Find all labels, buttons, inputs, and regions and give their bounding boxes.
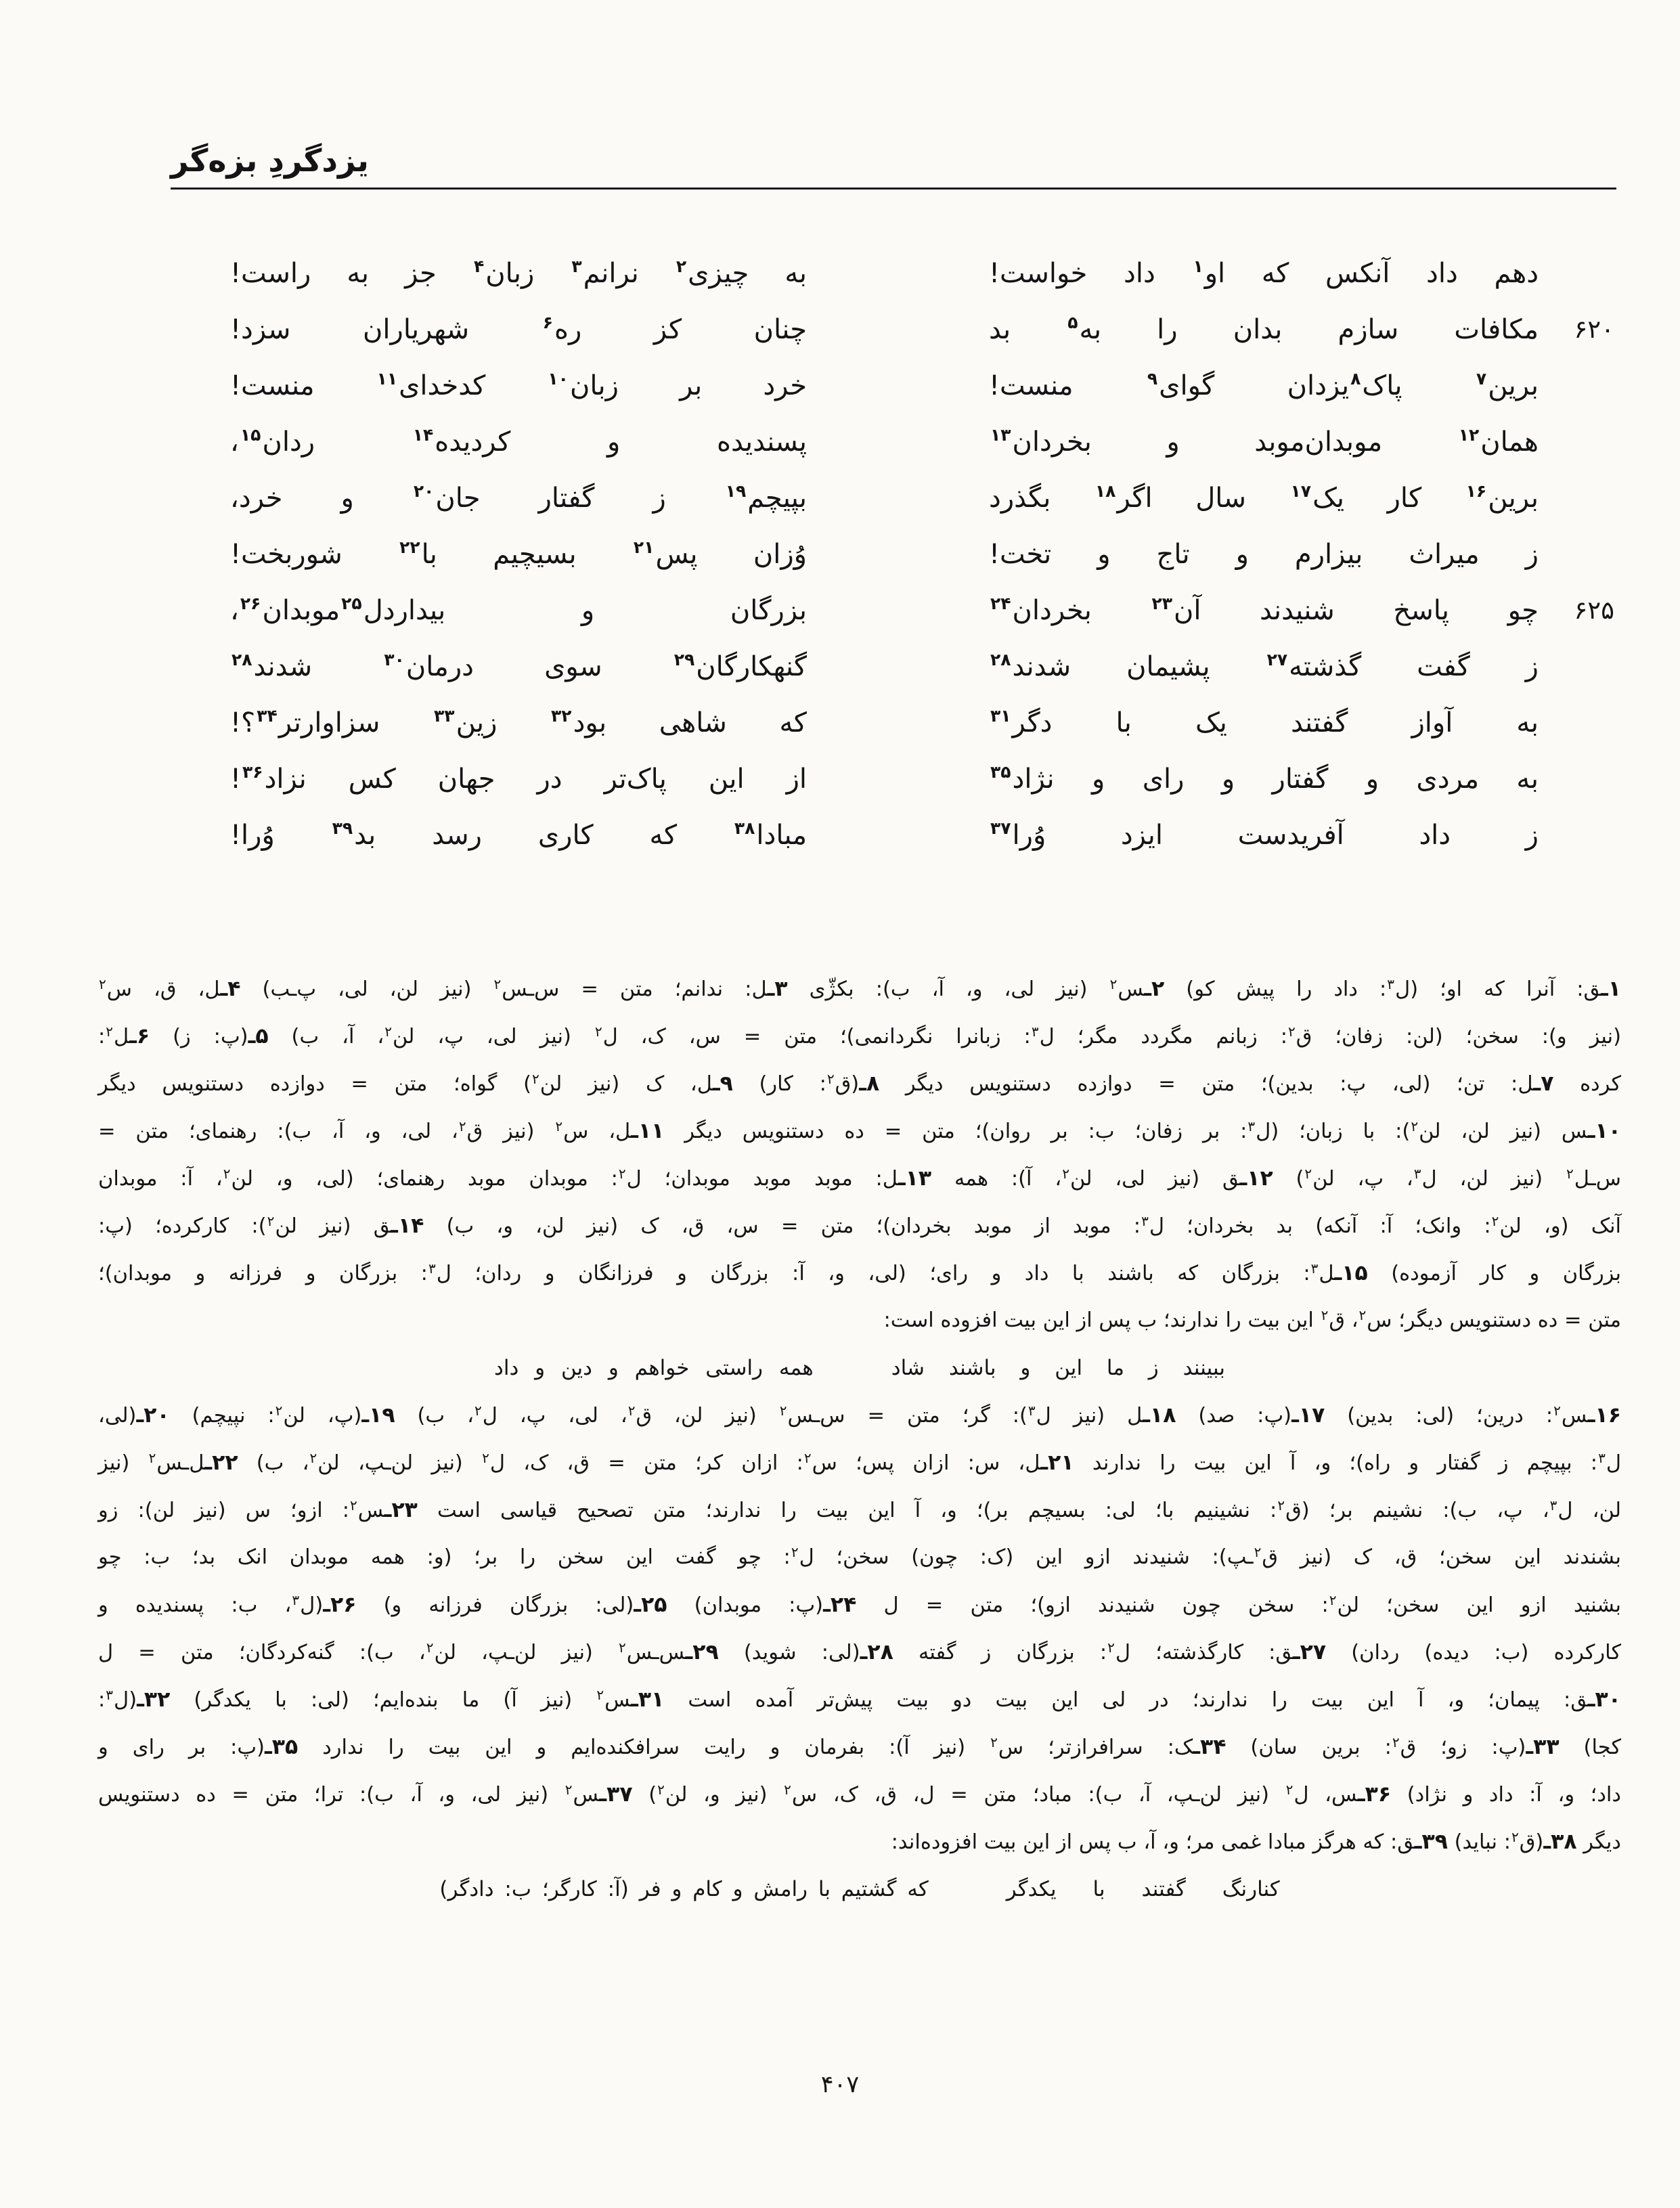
- hemistich-second: چنان کز ره$^۶$ شهریاران سزد!: [230, 312, 807, 345]
- poem-couplet-row: [115, 638, 1614, 694]
- apparatus-note-number: ۱۶ـ: [1587, 1403, 1621, 1428]
- footnote-reference: ۲: [1287, 1023, 1296, 1040]
- footnote-reference: ۳: [1031, 1023, 1039, 1040]
- footnote-reference: ۲: [482, 1450, 489, 1466]
- hemistich-first: به مردی و گفتار و رای و نژاد$^{۳۵}$: [990, 761, 1539, 795]
- footnote-reference: ۳۰: [384, 649, 405, 669]
- hemistich-second: بزرگان و بیداردل$^{۲۵}$موبدان$^{۲۶}$،: [230, 593, 807, 626]
- footnote-reference: ۲: [531, 1071, 539, 1087]
- inserted-verse-hemistich-second: همه راستی خواهم و دین و داد: [494, 1356, 814, 1380]
- hemistich-first: مکافات سازم بدان را به$^۵$ بد: [989, 312, 1539, 345]
- apparatus-note-number: ۱۳ـ: [898, 1166, 932, 1191]
- footnote-reference: ۳۲: [551, 705, 572, 726]
- footnote-reference: ۲: [676, 256, 687, 276]
- apparatus-note-number: ۱۴ـ: [391, 1214, 424, 1238]
- footnote-reference: ۲: [555, 1118, 563, 1134]
- poem-couplet-row: [115, 357, 1614, 414]
- inserted-verse-hemistich-first: ببینند ز ما این و باشند شاد: [891, 1356, 1225, 1380]
- footnote-reference: ۲۰: [413, 481, 435, 501]
- poem-couplet-row: [115, 245, 1614, 301]
- footnote-reference: ۲۲: [399, 537, 420, 557]
- apparatus-note-number: ۳ـ: [767, 977, 788, 1001]
- apparatus-note-number: ۲۵ـ: [634, 1593, 667, 1617]
- footnote-reference: ۲: [106, 1023, 114, 1040]
- footnote-reference: ۹: [1147, 368, 1158, 389]
- footnote-reference: ۱۶: [1465, 481, 1487, 501]
- footnote-reference: ۲۵: [341, 593, 362, 613]
- apparatus-line: کرده ۷ـل: تن؛ (لی، پ: بدین)؛ متن = دوازده دستنویس دیگر ۸ـ(ق$^۲$: کار) ۹ـل، ک (نیز لن$^۲$) گواه؛ متن = دوازده دستنویس دیگر: [98, 1071, 1621, 1096]
- footnote-reference: ۲: [1411, 1118, 1419, 1134]
- footnote-reference: ۱: [1193, 256, 1203, 276]
- apparatus-note-number: ۳۱ـ: [631, 1687, 665, 1712]
- apparatus-line: دیگر ۳۸ـ(ق$^۲$: نباید) ۳۹ـق: که هرگز مبادا غمی مر؛ و، آ، ب پس از این بیت افزوده‌اند:: [891, 1829, 1621, 1854]
- footnote-reference: ۱۹: [725, 481, 747, 501]
- footnote-reference: ۲: [350, 1497, 357, 1514]
- apparatus-line: کجا) ۳۳ـ(پ: زو؛ ق$^۲$: برین سان) ۳۴ـک: سرافرازتر؛ س$^۲$ (نیز آ): بفرمان و رایت سرافکنده‌ایم و این بیت را ندارد ۳۵ـ(پ: بر رای و: [98, 1734, 1621, 1759]
- apparatus-note-number: ۲۱ـ: [1040, 1451, 1074, 1475]
- footnote-reference: ۱۸: [1095, 481, 1116, 501]
- footnote-reference: ۳: [571, 256, 582, 276]
- apparatus-note-number: ۲۲ـ: [204, 1451, 238, 1475]
- apparatus-note-number: ۲۷ـ: [1292, 1640, 1327, 1664]
- footnote-reference: ۲: [309, 1450, 317, 1466]
- hemistich-first: همان$^{۱۲}$ موبدان‌موبد و بخردان$^{۱۳}$: [990, 424, 1539, 458]
- apparatus-line: بزرگان و کار آزموده) ۱۵ـل$^۳$: بزرگان که باشند با داد و رای؛ (لی، و، آ: بزرگان و فرزانگان و ردان؛ ل$^۳$: بزرگان و فرزانه و موبدان)؛: [98, 1260, 1621, 1285]
- footnote-reference: ۶: [542, 312, 554, 332]
- footnote-reference: ۲: [1107, 1639, 1115, 1656]
- footnote-reference: ۲۸: [231, 649, 252, 669]
- footnote-reference: ۲: [1254, 1544, 1262, 1560]
- apparatus-note-number: ۵ـ: [248, 1024, 269, 1048]
- apparatus-line: متن = ده دستنویس دیگر؛ س$^۲$، ق$^۲$ این بیت را ندارند؛ ب پس از این بیت افزوده است:: [883, 1307, 1621, 1332]
- footnote-reference: ۳: [1413, 1166, 1421, 1182]
- verse-number: ۶۲۵: [1574, 596, 1614, 625]
- hemistich-second: مبادا$^{۳۸}$ که کاری رسد بد$^{۳۹}$ وُرا!: [230, 818, 807, 851]
- apparatus-note-number: ۱۱ـ: [631, 1119, 665, 1143]
- footnote-reference: ۲: [565, 1782, 573, 1798]
- hemistich-second: از این پاک‌تر در جهان کس نزاد$^{۳۶}$!: [230, 761, 807, 795]
- apparatus-note-number: ۲۹ـ: [685, 1640, 719, 1664]
- apparatus-line: (نیز و): سخن؛ (لن: زفان؛ ق$^۲$: زبانم مگردد مگر؛ ل$^۳$: زبانرا نگردانمی)؛ متن = س، ک، ل$^۲$ (نیز لی، پ، لن$^۲$، آ، ب) ۵ـ(پ: ز) ۶ـل$^۲$:: [98, 1023, 1621, 1048]
- footnote-reference: ۲: [1511, 1829, 1519, 1845]
- footnote-reference: ۲: [1566, 1166, 1574, 1182]
- footnote-reference: ۲۳: [1151, 593, 1172, 613]
- apparatus-note-number: ۱۲ـ: [1239, 1166, 1273, 1191]
- footnote-reference: ۱۳: [990, 424, 1011, 445]
- hemistich-second: وُزان پس$^{۲۱}$ بسیچیم با$^{۲۲}$ شوربخت!: [230, 537, 807, 570]
- apparatus-note-number: ۴ـ: [220, 977, 241, 1001]
- hemistich-first: به آواز گفتند یک با دگر$^{۳۱}$: [990, 705, 1539, 738]
- footnote-reference: ۲: [267, 1213, 275, 1229]
- footnote-reference: ۱۵: [240, 424, 261, 445]
- apparatus-line: ۱۶ـس$^۲$: درین؛ (لی: بدین) ۱۷ـ(پ: صد) ۱۸ـل (نیز ل$^۳$): گر؛ متن = س‌ـس$^۲$ (نیز لن، ق$^۲$، لی، پ، ل$^۲$، ب) ۱۹ـ(پ، لن$^۲$: نپیچم) ۲۰ـ(لی،: [98, 1403, 1621, 1428]
- apparatus-note-number: ۳۶ـ: [1357, 1782, 1392, 1807]
- footnote-reference: ۲: [779, 1403, 787, 1419]
- footnote-reference: ۲: [458, 1118, 466, 1134]
- footnote-reference: ۳: [428, 1260, 436, 1277]
- footnote-reference: ۲: [594, 1023, 602, 1040]
- poem-couplet-row: [115, 582, 1614, 638]
- hemistich-first: دهم داد آنکس که او$^۱$ داد خواست!: [989, 256, 1539, 289]
- poem-couplet-row: [115, 751, 1614, 807]
- apparatus-line: کارکرده (ب: دیده) ردان) ۲۷ـق: کارگذشته؛ ل$^۲$: بزرگان ز گفته ۲۸ـ(لی: شوید) ۲۹ـس‌ـس$^۲$ (نیز لن‌ـپ، لن$^۲$، ب): گنه‌کردگان؛ متن = ل: [98, 1639, 1621, 1664]
- footnote-reference: ۲: [784, 1782, 791, 1798]
- apparatus-note-number: ۸ـ: [859, 1072, 880, 1096]
- apparatus-note-number: ۲۰ـ: [136, 1403, 170, 1428]
- footnote-reference: ۳: [106, 1687, 114, 1703]
- footnote-reference: ۲۷: [1266, 649, 1288, 669]
- page-number: ۴۰۷: [820, 2071, 860, 2098]
- poem-couplet-row: [115, 694, 1614, 751]
- inserted-verse-hemistich-second: که گشتیم با رامش و کام و فر (آ: کارگر؛ ب: دادگر): [439, 1877, 929, 1901]
- verse-number: ۶۲۰: [1574, 315, 1614, 344]
- footnote-reference: ۲: [1358, 1307, 1367, 1323]
- footnote-reference: ۲: [791, 1544, 799, 1560]
- footnote-reference: ۳۱: [990, 705, 1011, 726]
- footnote-reference: ۲: [223, 1166, 231, 1182]
- apparatus-note-number: ۳۳ـ: [1526, 1735, 1560, 1759]
- footnote-reference: ۲: [990, 1734, 998, 1750]
- footnote-reference: ۲: [1109, 976, 1118, 992]
- footnote-reference: ۲: [426, 1639, 434, 1656]
- apparatus-note-number: ۱ـ: [1600, 977, 1621, 1001]
- apparatus-note-number: ۳۸ـ: [1543, 1830, 1577, 1854]
- apparatus-line: ۳۰ـق: پیمان؛ و، آ این بیت را ندارند؛ در لی این بیت دو بیت پیش‌تر آمده است ۳۱ـس$^۲$ (نیز آ) ما بنده‌ایم؛ (لی: با یکدگر) ۳۲ـ(ل$^۳$:: [98, 1687, 1621, 1712]
- hemistich-second: خرد بر زبان$^{۱۰}$ کدخدای$^{۱۱}$ منست!: [230, 368, 807, 401]
- apparatus-line: آنک (و، لن$^۲$: وانک؛ آ: آنکه) بد بخردان؛ ل$^۳$: موبد از موبد بخردان)؛ متن = س، ق، ک (نیز لن، و، ب) ۱۴ـق (نیز لن$^۲$): کارکرده؛ (پ:: [98, 1213, 1621, 1238]
- hemistich-first: برین$^۷$ پاک$^۸$یزدان گوای$^۹$ منست!: [989, 368, 1539, 401]
- hemistich-first: ز میراث بیزارم و تاج و تخت!: [989, 538, 1539, 570]
- footnote-reference: ۲: [1062, 1166, 1069, 1182]
- apparatus-note-number: ۷ـ: [1533, 1072, 1554, 1096]
- poem-couplet-row: [115, 414, 1614, 470]
- footnote-reference: ۲: [826, 1071, 835, 1087]
- footnote-reference: ۳: [1247, 1118, 1256, 1134]
- footnote-reference: ۲: [1285, 1782, 1294, 1798]
- apparatus-note-number: ۳۴ـ: [1193, 1735, 1226, 1759]
- apparatus-line: بشنید ازو این سخن؛ لن$^۲$: سخن چون شنیدند ازو)؛ متن = ل ۲۴ـ(پ: موبدان) ۲۵ـ(لی: بزرگان فرزانه و) ۲۶ـ(ل$^۳$، ب: پسندیده و: [98, 1592, 1621, 1617]
- apparatus-note-number: ۲۶ـ: [323, 1593, 357, 1617]
- footnote-reference: ۳۸: [734, 818, 755, 838]
- apparatus-line: س‌ـل$^۲$ (نیز لن، ل$^۳$، پ، لن$^۲$) ۱۲ـق (نیز لی، لن$^۲$، آ): همه ۱۳ـل: موبد موبد موبدان؛ ل$^۲$: موبدان موبد رهنمای؛ (لی، و، لن$^۲$، آ: موبدان: [98, 1166, 1621, 1191]
- footnote-reference: ۲: [618, 1166, 626, 1182]
- footnote-reference: ۳: [292, 1592, 300, 1608]
- footnote-reference: ۱۴: [412, 424, 434, 445]
- footnote-reference: ۲: [619, 1639, 626, 1656]
- footnote-reference: ۲: [1304, 1166, 1312, 1182]
- inserted-verse: [98, 1865, 1621, 1913]
- poem-couplet-row: [115, 526, 1614, 582]
- apparatus-note-number: ۲ـ: [1144, 977, 1165, 1001]
- hemistich-second: که شاهی بود$^{۳۲}$ زین$^{۳۳}$ سزاوارتر$^{۳۴}$؟!: [230, 705, 807, 738]
- footnote-reference: ۲۴: [990, 593, 1011, 613]
- hemistich-second: گنهکارگان$^{۲۹}$ سوی درمان$^{۳۰}$ شدند$^{۲۸}$: [231, 649, 807, 682]
- footnote-reference: ۲۸: [990, 649, 1011, 669]
- apparatus-line: ل$^۳$: بپیچم ز گفتار و راه)؛ و، آ این بیت را ندارند ۲۱ـل، س: ازان پس؛ س$^۲$: ازان کر؛ متن = ق، ک، ل$^۲$ (نیز لن‌ـپ، لن$^۲$، ب) ۲۲ـل‌ـس$^۲$ (نیز: [98, 1450, 1622, 1475]
- apparatus-note-number: ۱۰ـ: [1587, 1119, 1621, 1143]
- inserted-verse-hemistich-first: کنارنگ گفتند با یکدگر: [1006, 1877, 1280, 1901]
- footnote-reference: ۳: [1027, 1403, 1036, 1419]
- footnote-reference: ۲۶: [240, 593, 261, 613]
- apparatus-note-number: ۳۲ـ: [137, 1687, 171, 1712]
- footnote-reference: ۳۷: [990, 818, 1011, 838]
- footnote-reference: ۲: [275, 1403, 283, 1419]
- footnote-reference: ۲۱: [633, 537, 655, 557]
- footnote-reference: ۱۱: [376, 368, 398, 389]
- hemistich-second: به چیزی$^۲$ نرانم$^۳$ زبان$^۴$ جز به راست!: [230, 256, 808, 289]
- footnote-reference: ۱۷: [1290, 481, 1312, 501]
- inserted-verse: [98, 1344, 1621, 1392]
- poem-block: [115, 245, 1614, 863]
- apparatus-line: لن، ل$^۳$، پ، ب): نشینم بر؛ (ق$^۲$: نشینیم با؛ لی: بسیچم بر)؛ و، آ این بیت را ندارند؛ متن تصحیح قیاسی است ۲۳ـس$^۲$: ازو؛ س (نیز لن): زو: [98, 1497, 1621, 1522]
- critical-apparatus-block: [98, 965, 1621, 1913]
- footnote-reference: ۲: [627, 1403, 636, 1419]
- footnote-reference: ۲: [1553, 1403, 1561, 1419]
- apparatus-note-number: ۳۷ـ: [599, 1782, 633, 1807]
- header-rule: [171, 187, 1616, 190]
- footnote-reference: ۴: [474, 256, 485, 276]
- hemistich-second: بپیچم$^{۱۹}$ ز گفتار جان$^{۲۰}$ و خرد،: [230, 481, 808, 514]
- hemistich-second: پسندیده و کردیده$^{۱۴}$ ردان$^{۱۵}$،: [230, 424, 807, 458]
- apparatus-note-number: ۱۸ـ: [1143, 1403, 1176, 1428]
- apparatus-note-number: ۲۳ـ: [384, 1498, 418, 1522]
- footnote-reference: ۳: [1310, 1260, 1319, 1277]
- footnote-reference: ۲: [657, 1782, 665, 1798]
- hemistich-first: چو پاسخ شنیدند آن$^{۲۳}$ بخردان$^{۲۴}$: [990, 593, 1539, 626]
- footnote-reference: ۳۳: [434, 705, 455, 726]
- footnote-reference: ۳۵: [990, 761, 1011, 782]
- footnote-reference: ۲: [1277, 1497, 1285, 1514]
- hemistich-first: ز گفت گذشته$^{۲۷}$ پشیمان شدند$^{۲۸}$: [990, 649, 1539, 682]
- footnote-reference: ۲۹: [673, 649, 695, 669]
- footnote-reference: ۵: [1067, 312, 1078, 332]
- poem-couplet-row: [115, 807, 1614, 863]
- footnote-reference: ۳: [1549, 1497, 1557, 1514]
- footnote-reference: ۷: [1476, 368, 1487, 389]
- footnote-reference: ۲: [1491, 1213, 1499, 1229]
- footnote-reference: ۲: [596, 1687, 604, 1703]
- footnote-reference: ۳: [1387, 976, 1395, 992]
- apparatus-note-number: ۲۸ـ: [860, 1640, 893, 1664]
- footnote-reference: ۲: [803, 1450, 812, 1466]
- apparatus-note-number: ۱۷ـ: [1291, 1403, 1325, 1428]
- apparatus-line: بشندند این سخن؛ ق، ک (نیز ق$^۲$ـپ): شنیدند ازو این (ک: چون) سخن؛ ل$^۲$: چو گفت این سخن را بر؛ (و: همه موبدان انک بد؛ ب: چو: [98, 1544, 1621, 1569]
- footnote-reference: ۲: [1321, 1307, 1329, 1323]
- apparatus-note-number: ۶ـ: [129, 1024, 150, 1048]
- footnote-reference: ۲: [493, 976, 502, 992]
- footnote-reference: ۸: [1350, 368, 1361, 389]
- footnote-reference: ۳: [1598, 1450, 1606, 1466]
- footnote-reference: ۲: [99, 976, 106, 992]
- apparatus-note-number: ۱۵ـ: [1334, 1261, 1368, 1285]
- poem-couplet-row: [115, 301, 1614, 357]
- apparatus-note-number: ۳۹ـ: [1414, 1830, 1448, 1854]
- apparatus-note-number: ۱۹ـ: [361, 1403, 395, 1428]
- footnote-reference: ۲: [1329, 1592, 1337, 1608]
- poem-couplet-row: [115, 470, 1614, 526]
- apparatus-note-number: ۹ـ: [712, 1072, 733, 1096]
- footnote-reference: ۲: [384, 1023, 392, 1040]
- footnote-reference: ۱۲: [1458, 424, 1480, 445]
- footnote-reference: ۳۶: [242, 761, 263, 782]
- footnote-reference: ۲: [148, 1450, 156, 1466]
- footnote-reference: ۱۰: [548, 368, 569, 389]
- apparatus-line: ۱۰ـس (نیز لن، لن$^۲$): با زبان؛ (ل$^۳$: بر زفان؛ ب: بر روان)؛ متن = ده دستنویس دیگر ۱۱ـل، س$^۲$ (نیز ق$^۲$، لی، و، آ، ب): رهنمای؛ متن =: [98, 1118, 1621, 1143]
- footnote-reference: ۲: [474, 1403, 482, 1419]
- hemistich-first: ز داد آفریدست ایزد وُرا$^{۳۷}$: [990, 818, 1539, 851]
- footnote-reference: ۲: [1392, 1734, 1400, 1750]
- apparatus-note-number: ۲۴ـ: [823, 1593, 857, 1617]
- apparatus-line: ۱ـق: آنرا که او؛ (ل$^۳$: داد را پیش کو) ۲ـس$^۲$ (نیز لی، و، آ، ب): بکژّی ۳ـل: ندانم؛ متن = س‌ـس$^۲$ (نیز لن، لی، پ‌ـب) ۴ـل، ق، س$^۲$: [99, 976, 1621, 1001]
- footnote-reference: ۳۴: [257, 705, 278, 726]
- apparatus-note-number: ۳۰ـ: [1587, 1687, 1621, 1712]
- footnote-reference: ۳: [1141, 1213, 1149, 1229]
- apparatus-note-number: ۳۵ـ: [265, 1735, 299, 1759]
- running-head-chapter-title: یزدگردِ بزه‌گر: [171, 142, 369, 179]
- footnote-reference: ۳۹: [332, 818, 353, 838]
- hemistich-first: برین$^{۱۶}$ کار یک$^{۱۷}$ سال اگر$^{۱۸}$ بگذرد: [989, 481, 1539, 514]
- apparatus-line: داد؛ و، آ: داد و نژاد) ۳۶ـس، ل$^۲$ (نیز لن‌ـپ، آ، ب): مباد؛ متن = ل، ق، ک، س$^۲$ (نیز و، لن$^۲$) ۳۷ـس$^۲$ (نیز لی، و، آ، ب): ترا؛ متن = ده دستنویس: [98, 1782, 1621, 1807]
